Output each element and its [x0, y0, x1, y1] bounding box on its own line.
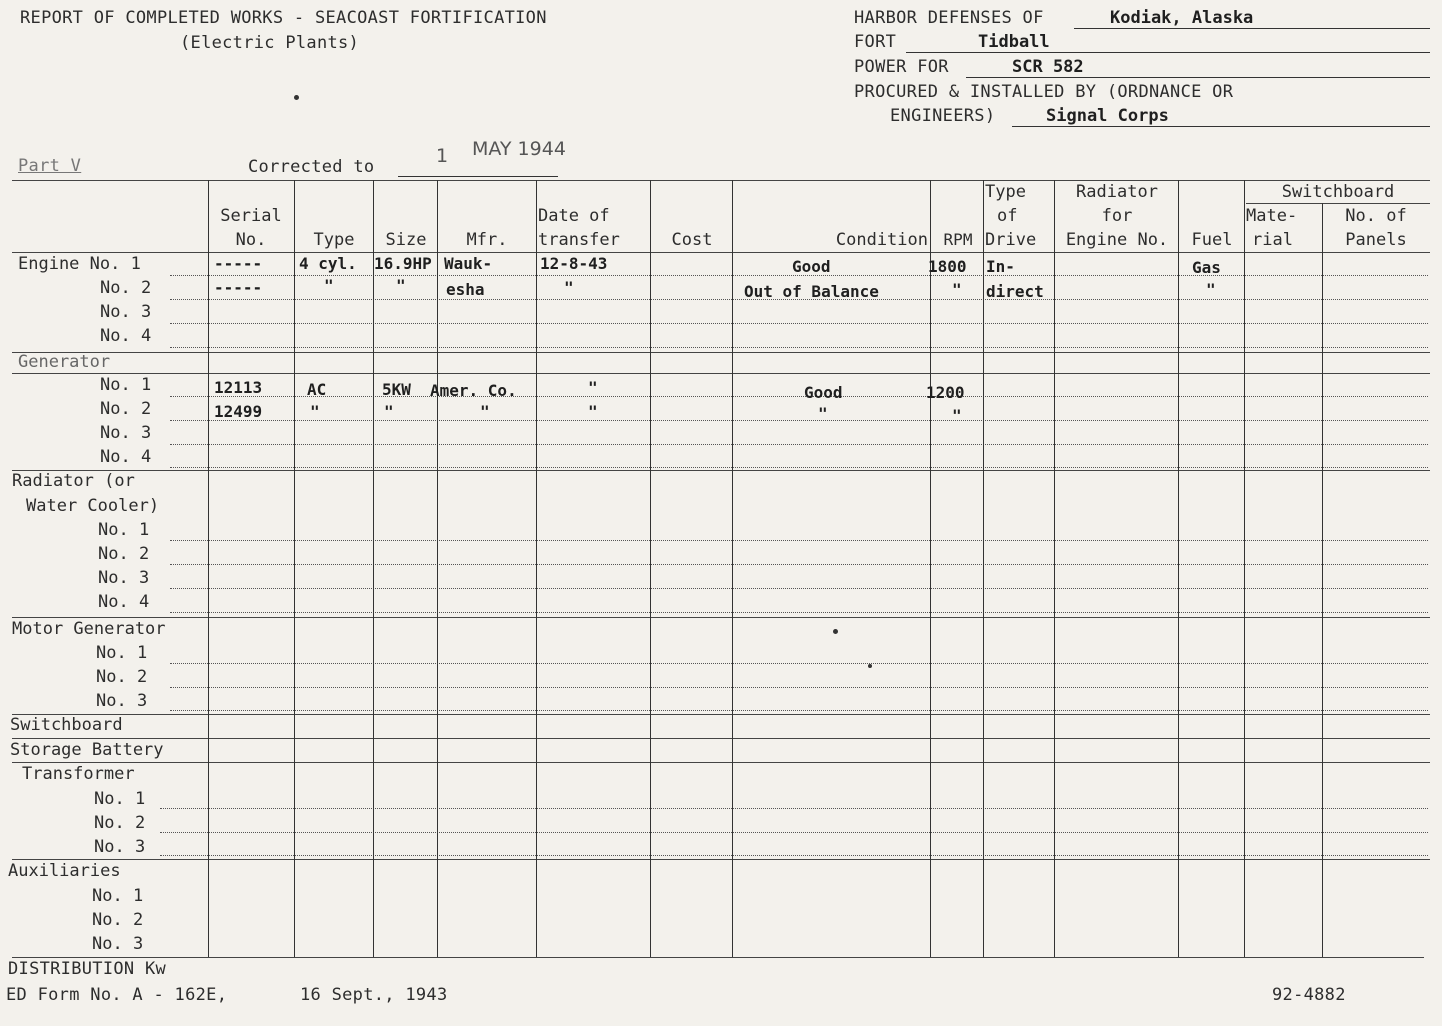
column-line [536, 180, 537, 957]
cell-gen2-size: " [384, 402, 394, 421]
row-dotted-line [160, 855, 1428, 856]
row-label-engine-4: No. 4 [100, 326, 152, 346]
row-label-engine-3: No. 3 [100, 302, 152, 322]
section-divider [12, 738, 1430, 739]
row-label-aux-1: No. 1 [92, 886, 144, 906]
distribution-label: DISTRIBUTION Kw [8, 959, 167, 979]
date-stamp: MAY 1944 [472, 138, 566, 160]
cell-engine1-mfr: Wauk- [444, 254, 493, 273]
corrected-underline [398, 176, 558, 177]
cell-engine1-drive: In- [986, 257, 1015, 276]
power-value: SCR 582 [1012, 57, 1084, 77]
row-label-switchboard: Switchboard [10, 715, 123, 735]
column-line [1244, 180, 1245, 957]
cell-engine2-fuel: " [1206, 280, 1216, 299]
cell-gen1-condition: Good [804, 383, 843, 402]
cell-gen2-type: " [310, 402, 320, 421]
row-label-gen-2: No. 2 [100, 399, 152, 419]
row-label-generator: Generator [18, 352, 111, 372]
procured-label: PROCURED & INSTALLED BY (ORDNANCE OR [854, 82, 1234, 102]
header-panels: No. of Panels [1345, 206, 1407, 250]
row-label-mg-3: No. 3 [96, 691, 148, 711]
column-line [1322, 203, 1323, 957]
cell-gen1-type: AC [307, 380, 327, 399]
row-dotted-line [170, 396, 1428, 397]
cell-engine2-mfr: esha [446, 280, 485, 299]
form-number: ED Form No. A - 162E, [6, 985, 228, 1005]
procured-label-2: ENGINEERS) [890, 106, 996, 126]
column-line [437, 180, 438, 957]
cell-engine1-condition: Good [792, 257, 831, 276]
cell-gen1-serial: 12113 [214, 378, 263, 397]
row-label-aux-3: No. 3 [92, 934, 144, 954]
section-divider [12, 859, 1430, 860]
header-rpm: RPM [943, 230, 973, 249]
cell-gen2-rpm: " [952, 406, 962, 425]
header-mfr: Mfr. [466, 230, 508, 250]
column-line [208, 180, 209, 957]
cell-engine2-date: " [564, 278, 574, 297]
row-dotted-line [170, 323, 1428, 324]
row-dotted-line [160, 808, 1428, 809]
cell-engine2-type: " [324, 276, 334, 295]
header-size: Size [385, 230, 427, 250]
row-label-engine-2: No. 2 [100, 278, 152, 298]
row-dotted-line [170, 467, 1428, 468]
cell-engine1-fuel: Gas [1192, 258, 1221, 277]
date-stamp-day: 1 [436, 145, 449, 167]
form-code: 92-4882 [1272, 985, 1346, 1005]
row-label-mg-1: No. 1 [96, 643, 148, 663]
section-divider [12, 470, 1430, 471]
row-label-storage-battery: Storage Battery [10, 740, 164, 760]
procured-value: Signal Corps [1046, 106, 1169, 126]
form-date: 16 Sept., 1943 [300, 985, 448, 1005]
cell-engine1-size: 16.9HP [374, 254, 432, 273]
cell-engine1-type: 4 cyl. [299, 254, 357, 273]
row-label-rad-3: No. 3 [98, 568, 150, 588]
ink-speck [868, 664, 872, 668]
row-label-engine-1: Engine No. 1 [18, 254, 141, 274]
row-dotted-line [170, 564, 1428, 565]
row-label-gen-1: No. 1 [100, 375, 152, 395]
row-label-motor-generator: Motor Generator [12, 619, 166, 639]
cell-engine1-serial: ----- [214, 254, 263, 273]
row-label-rad-4: No. 4 [98, 592, 150, 612]
column-line [930, 180, 931, 957]
cell-gen2-date: " [588, 402, 598, 421]
cell-engine2-drive: direct [986, 282, 1044, 301]
cell-engine1-rpm: 1800 [928, 257, 967, 276]
row-dotted-line [170, 612, 1428, 613]
row-label-aux-2: No. 2 [92, 910, 144, 930]
fort-label: FORT [854, 32, 897, 52]
harbor-underline [1074, 28, 1430, 29]
row-label-tr-1: No. 1 [94, 789, 146, 809]
cell-gen2-mfr: " [480, 402, 490, 421]
header-drive: Type of Drive [985, 182, 1037, 250]
header-condition: Condition [835, 230, 928, 250]
cell-engine2-rpm: " [952, 280, 962, 299]
column-line [983, 180, 984, 957]
header-radiator: Radiator for Engine No. [1065, 182, 1169, 250]
cell-gen2-serial: 12499 [214, 402, 263, 421]
row-dotted-line [170, 420, 1428, 421]
section-divider [12, 373, 1430, 374]
cell-engine2-serial: ----- [214, 278, 263, 297]
cell-gen1-size: 5KW [382, 380, 411, 399]
power-label: POWER FOR [854, 57, 949, 77]
column-line [1178, 180, 1179, 957]
column-line [1054, 180, 1055, 957]
cell-gen1-mfr: Amer. Co. [430, 381, 517, 400]
row-label-radiator: Radiator (or [12, 471, 135, 491]
section-divider [12, 762, 1430, 763]
cell-gen1-rpm: 1200 [926, 383, 965, 402]
column-line [650, 180, 651, 957]
row-dotted-line [170, 663, 1428, 664]
column-line [373, 180, 374, 957]
ink-speck [833, 629, 838, 634]
column-line [732, 180, 733, 957]
harbor-value: Kodiak, Alaska [1110, 8, 1254, 28]
row-label-gen-4: No. 4 [100, 447, 152, 467]
section-divider [12, 714, 1430, 715]
section-divider [12, 617, 1430, 618]
cell-engine2-size: " [396, 276, 406, 295]
table-top-border [12, 180, 1430, 181]
fort-underline [906, 52, 1430, 53]
table-header-border [12, 252, 1430, 253]
ink-speck [294, 95, 299, 100]
header-serial: Serial No. [220, 206, 282, 250]
header-material: Mate- rial [1246, 206, 1298, 250]
row-label-rad-1: No. 1 [98, 520, 150, 540]
row-dotted-line [170, 588, 1428, 589]
header-switchboard: Switchboard [1281, 182, 1395, 202]
form-title: REPORT OF COMPLETED WORKS - SEACOAST FORTIFICATION [20, 8, 547, 28]
row-label-transformer: Transformer [22, 764, 135, 784]
part-label: Part V [18, 156, 82, 176]
power-underline [966, 77, 1430, 78]
row-dotted-line [170, 540, 1428, 541]
corrected-label: Corrected to [248, 157, 375, 177]
header-fuel: Fuel [1191, 230, 1233, 250]
header-cost: Cost [671, 230, 713, 250]
cell-engine1-date: 12-8-43 [540, 254, 608, 273]
cell-engine2-condition: Out of Balance [744, 282, 879, 301]
row-label-auxiliaries: Auxiliaries [8, 861, 121, 881]
section-divider [12, 352, 1430, 353]
row-label-tr-2: No. 2 [94, 813, 146, 833]
row-label-mg-2: No. 2 [96, 667, 148, 687]
row-dotted-line [170, 444, 1428, 445]
table-bottom-border [12, 957, 1424, 958]
cell-gen2-condition: " [818, 404, 828, 423]
row-label-gen-3: No. 3 [100, 423, 152, 443]
row-dotted-line [160, 832, 1428, 833]
row-dotted-line [170, 347, 1428, 348]
row-label-water-cooler: Water Cooler) [26, 496, 160, 516]
row-dotted-line [170, 710, 1428, 711]
row-label-tr-3: No. 3 [94, 837, 146, 857]
header-type: Type [313, 230, 355, 250]
cell-gen1-date: " [588, 378, 598, 397]
row-label-rad-2: No. 2 [98, 544, 150, 564]
row-dotted-line [170, 687, 1428, 688]
harbor-label: HARBOR DEFENSES OF [854, 8, 1044, 28]
header-date: Date of transfer [538, 206, 620, 250]
form-subtitle: (Electric Plants) [180, 33, 360, 53]
fort-value: Tidball [978, 32, 1050, 52]
column-line [294, 180, 295, 957]
procured-underline [1012, 126, 1430, 127]
